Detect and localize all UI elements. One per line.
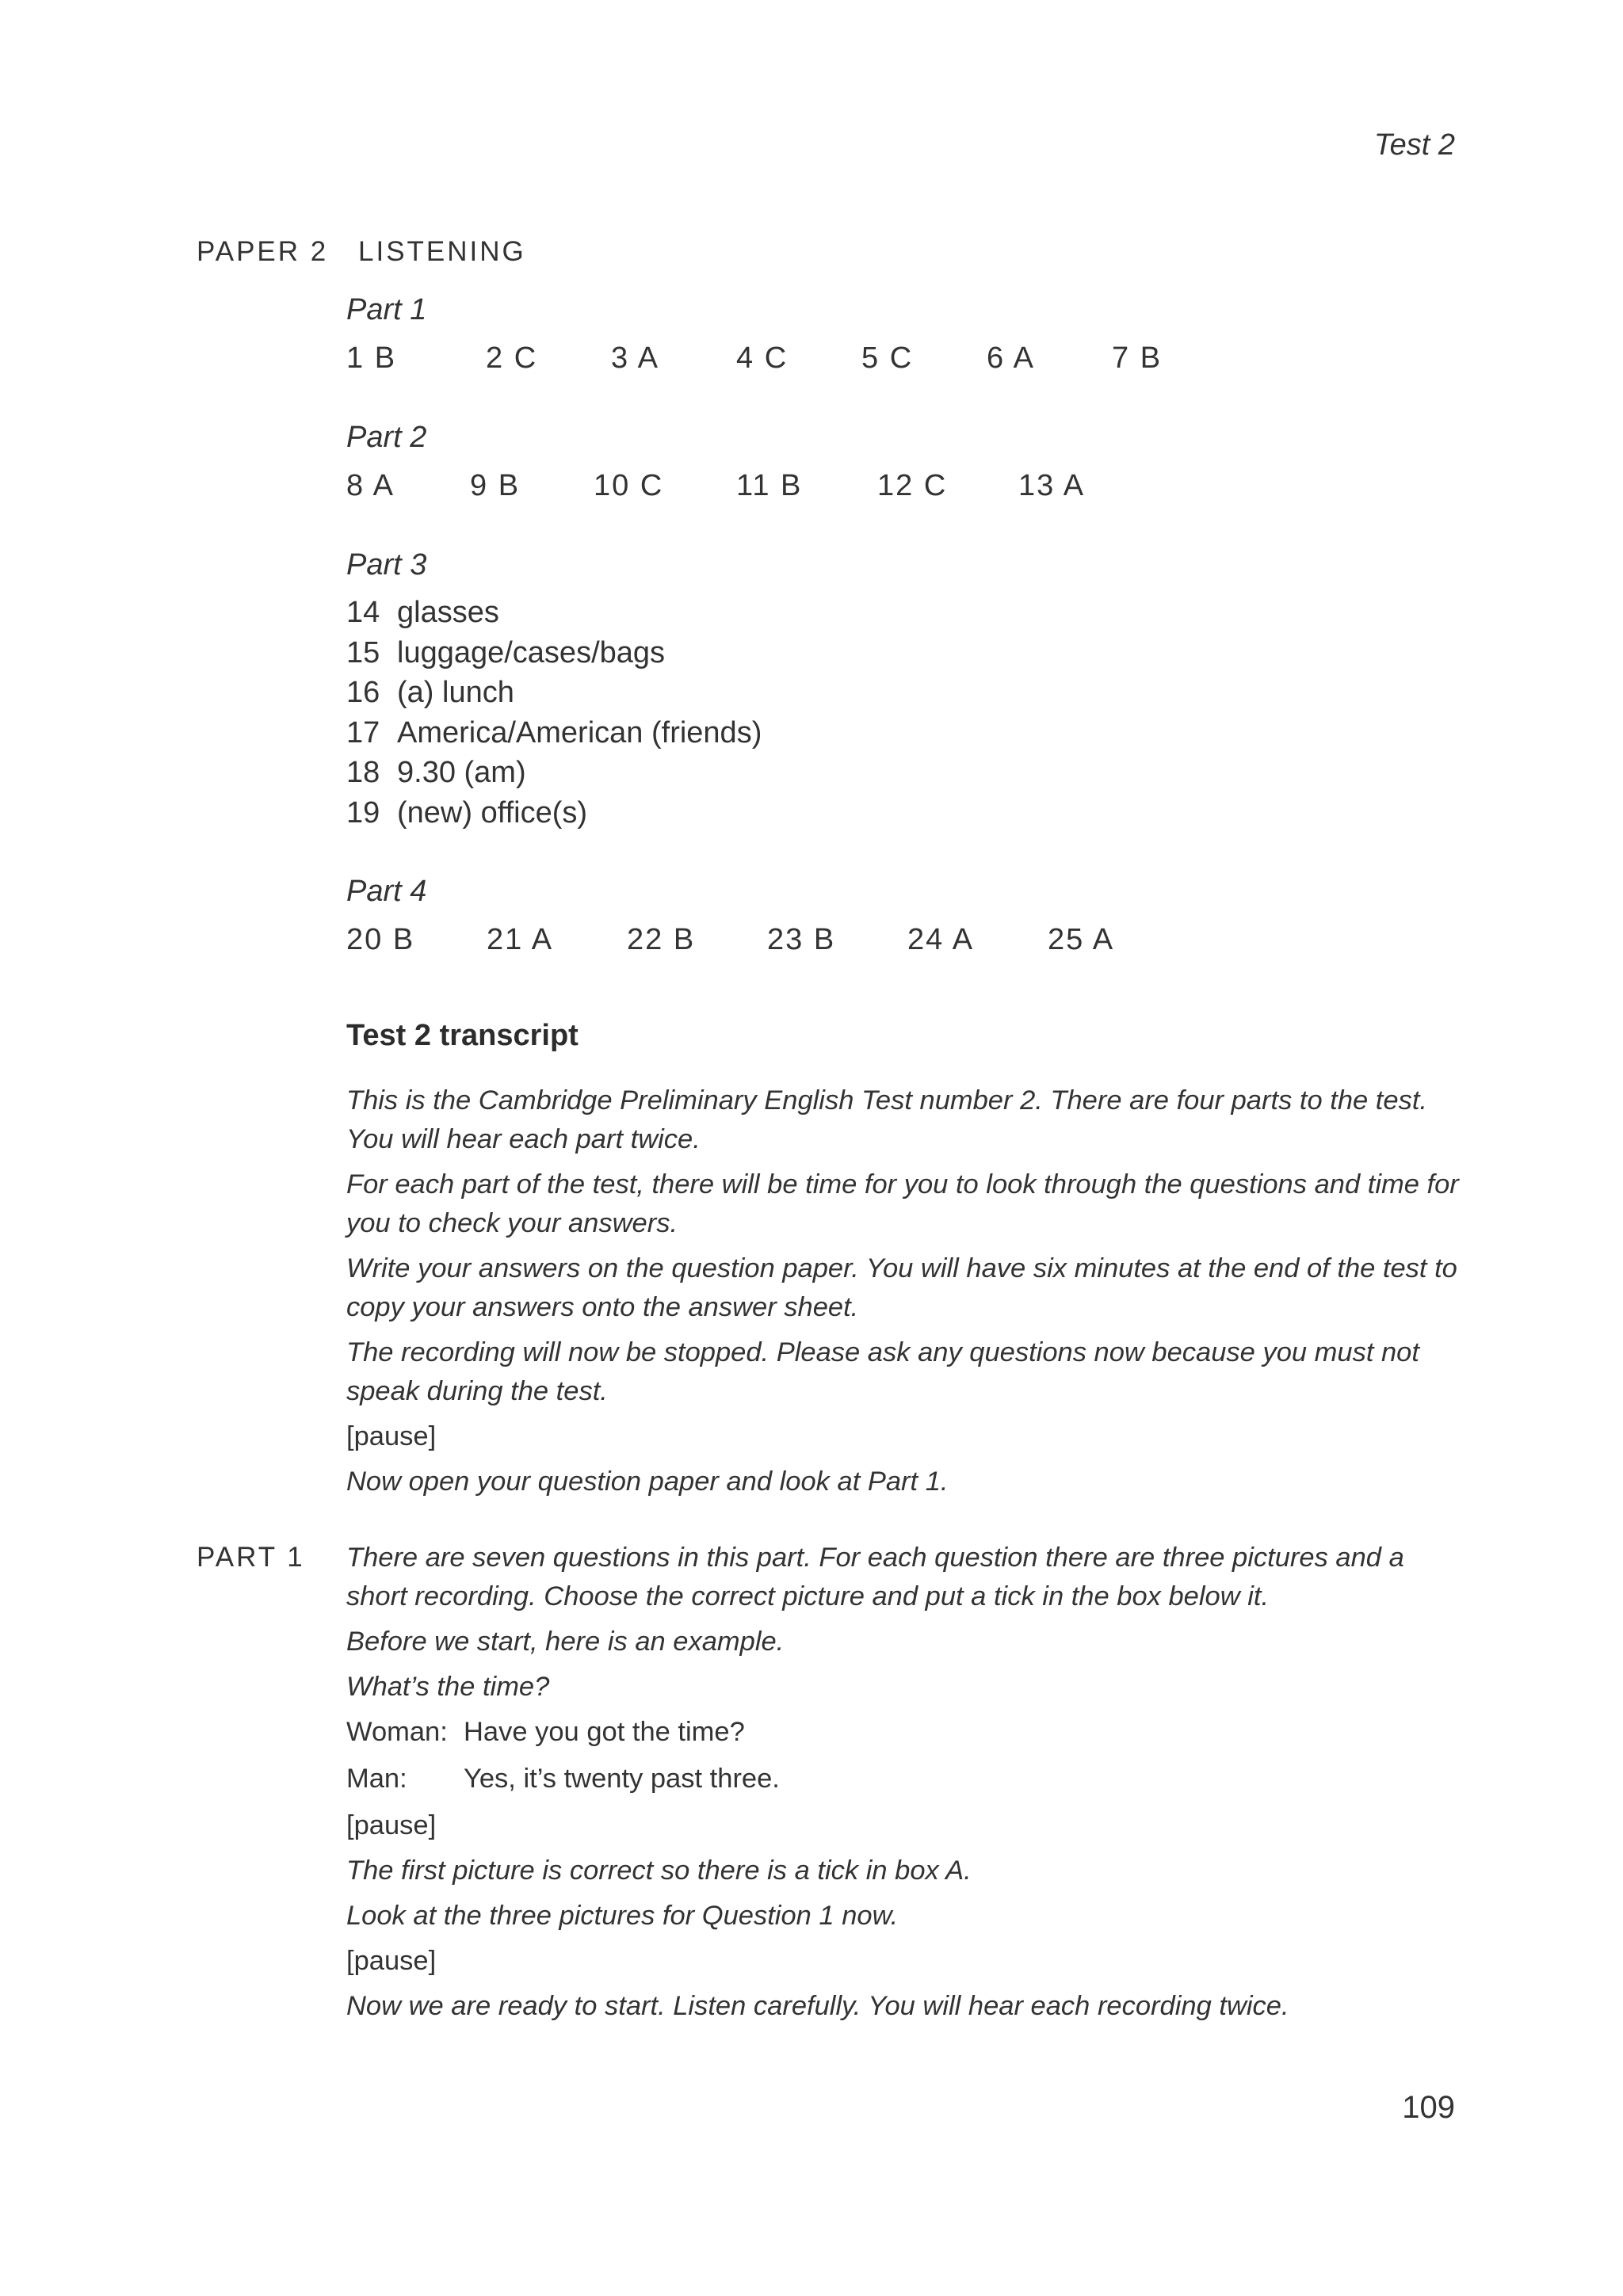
transcript-header (346, 1019, 1456, 1053)
dialogue-line (346, 1760, 1472, 1798)
pause-marker: [pause] (346, 1946, 437, 1976)
list-item (346, 793, 1456, 833)
answer-item: 9 B (470, 469, 521, 502)
answer-row (346, 336, 1456, 380)
answer-item: 13 A (1018, 469, 1086, 502)
answer-item: 23 B (767, 923, 836, 956)
answer-item: 12 C (877, 469, 948, 502)
part-heading: Part 2 (346, 421, 427, 454)
pause-marker: [pause] (346, 1810, 437, 1840)
item-number: 18 (346, 756, 380, 789)
transcript-paragraph: The first picture is correct so there is a tick in box A. (346, 1855, 972, 1886)
running-header: Test 2 (1373, 128, 1455, 162)
transcript-paragraph: Look at the three pictures for Question 1 now. (346, 1901, 899, 1931)
transcript-paragraph: For each part of the test, there will be time for you to look through the questions and time for you to check your answers. (346, 1169, 1459, 1238)
answer-item: 11 B (736, 469, 803, 502)
transcript-paragraph: Before we start, here is an example. (346, 1627, 785, 1657)
transcript-paragraph: Now we are ready to start. Listen carefully. You will hear each recording twice. (346, 1991, 1289, 2021)
part-heading: Part 1 (346, 293, 427, 326)
speaker-label: Man: (346, 1764, 407, 1794)
part-heading: Part 3 (346, 548, 427, 582)
answer-item: 4 C (736, 341, 789, 375)
part-2-section (346, 418, 1456, 508)
item-number: 14 (346, 596, 380, 629)
speaker-line: Have you got the time? (464, 1717, 745, 1747)
item-text: luggage/cases/bags (397, 635, 666, 669)
answer-list (346, 593, 1456, 833)
answer-item: 25 A (1048, 923, 1115, 956)
transcript-paragraph: The recording will now be stopped. Please ask any questions now because you must not speak during the test. (346, 1337, 1419, 1406)
item-text: 9.30 (am) (397, 756, 526, 789)
answer-item: 24 A (907, 923, 975, 956)
list-item (346, 633, 1456, 673)
item-number: 19 (346, 795, 380, 830)
answer-item: 22 B (627, 923, 696, 956)
speaker-line: Yes, it’s twenty past three. (464, 1764, 780, 1794)
part-heading: Part 4 (346, 875, 427, 908)
transcript-paragraph: This is the Cambridge Preliminary English Test number 2. There are four parts to the test. You will hear each part twice. (346, 1085, 1427, 1154)
part-1-section (346, 290, 1456, 380)
transcript-title: Test 2 transcript (346, 1019, 579, 1052)
transcript-intro (346, 1081, 1472, 1508)
dialogue-line (346, 1713, 1472, 1752)
item-text: (new) office(s) (397, 795, 588, 830)
answer-item: 21 A (487, 923, 554, 956)
answer-item: 1 B (346, 341, 397, 375)
speaker-label: Woman: (346, 1717, 448, 1747)
item-number: 15 (346, 635, 380, 669)
answer-item: 3 A (611, 341, 659, 375)
item-text: (a) lunch (397, 676, 514, 709)
item-text: America/American (friends) (397, 715, 762, 749)
transcript-paragraph: There are seven questions in this part. For each question there are three pictures and a short recording. Choose the correct picture and put a tick in the box below it. (346, 1543, 1404, 1611)
answer-item: 7 B (1112, 341, 1163, 375)
answer-row (346, 463, 1456, 508)
pause-marker: [pause] (346, 1421, 437, 1451)
item-number: 16 (346, 676, 380, 709)
list-item (346, 753, 1456, 793)
answer-item: 2 C (486, 341, 538, 375)
part-1-label: PART 1 (197, 1542, 305, 1573)
answer-item: 20 B (346, 923, 415, 956)
answer-item: 10 C (594, 469, 664, 502)
transcript-paragraph: Write your answers on the question paper. You will have six minutes at the end of the test to copy your answers onto the answer sheet. (346, 1253, 1457, 1322)
part-3-section (346, 545, 1456, 833)
list-item (346, 713, 1456, 753)
list-item (346, 593, 1456, 633)
item-text: glasses (397, 596, 499, 629)
page-number: 109 (1402, 2090, 1455, 2125)
part-4-section (346, 871, 1456, 962)
list-item (346, 673, 1456, 713)
answer-item: 8 A (346, 469, 395, 502)
paper-title: LISTENING (358, 236, 526, 267)
transcript-paragraph: Now open your question paper and look at Part 1. (346, 1466, 949, 1497)
answer-item: 6 A (987, 341, 1035, 375)
transcript-question: What’s the time? (346, 1672, 550, 1702)
answer-row (346, 917, 1456, 962)
item-number: 17 (346, 715, 380, 749)
part-1-transcript (346, 1539, 1472, 2032)
answer-item: 5 C (861, 341, 914, 375)
paper-label: PAPER 2 (197, 236, 329, 267)
